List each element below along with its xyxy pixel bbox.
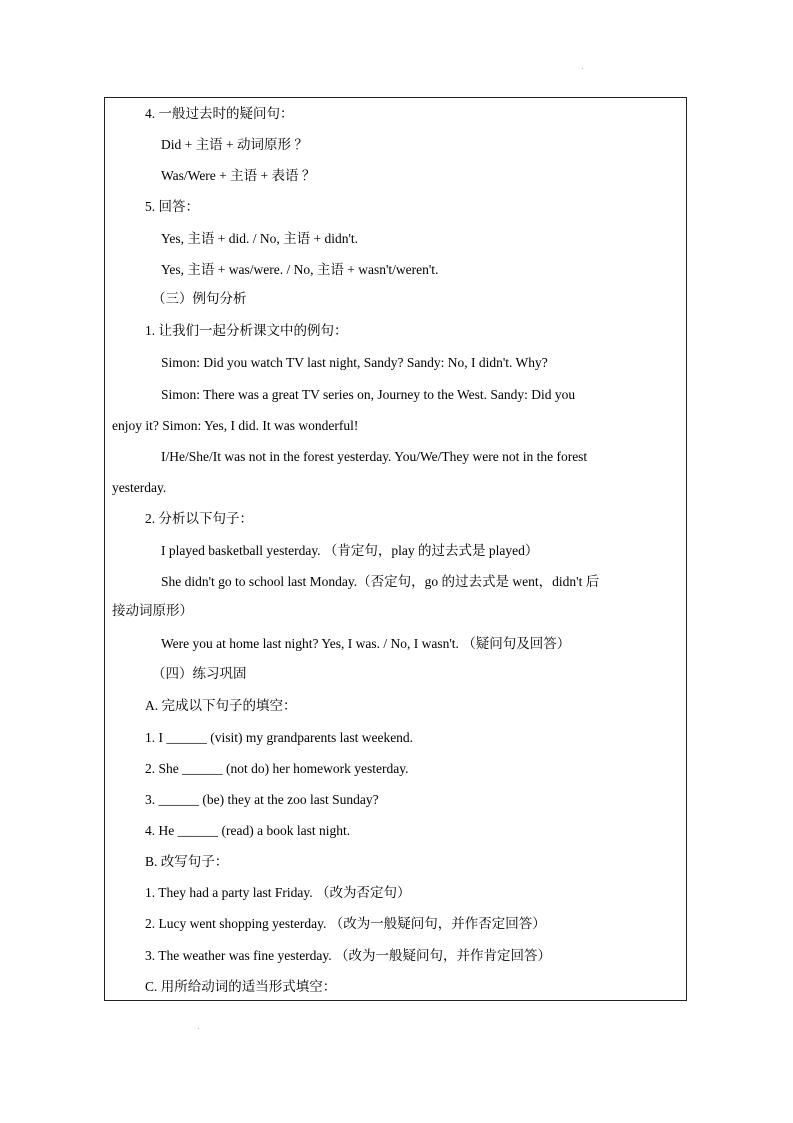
exercise-b-item-3: 3. The weather was fine yesterday. （改为一般疑问句，并作肯定回答）: [145, 948, 552, 963]
example-dialogue-line-1: Simon: Did you watch TV last night, Sandy? Sandy: No, I didn't. Why?: [161, 355, 548, 370]
exercise-a-item-4: 4. He ______ (read) a book last night.: [145, 823, 351, 838]
exercise-a-item-2: 2. She ______ (not do) her homework yesterday.: [145, 761, 409, 776]
page-dot-top: [582, 68, 583, 69]
exercise-b-heading: B. 改写句子：: [145, 854, 229, 869]
answer-was-were-pattern: Yes, 主语 + was/were. / No, 主语 + wasn't/weren't.: [161, 262, 439, 277]
sentence-negative: She didn't go to school last Monday.（否定句，go 的过去式是 went，didn't 后: [161, 574, 600, 589]
heading-analyze-examples: 1. 让我们一起分析课文中的例句：: [145, 323, 348, 338]
section-heading-example-analysis: （三）例句分析: [152, 291, 247, 306]
formula-was-were-question: Was/Were + 主语 + 表语 ？: [161, 168, 316, 183]
sentence-question-answer: Were you at home last night? Yes, I was. / No, I wasn't. （疑问句及回答）: [161, 636, 571, 651]
exercise-a-item-3: 3. ______ (be) they at the zoo last Sunday?: [145, 792, 379, 807]
example-forest-sentence: I/He/She/It was not in the forest yesterday. You/We/They were not in the forest: [161, 449, 588, 464]
heading-answers: 5. 回答：: [145, 199, 199, 214]
answer-did-pattern: Yes, 主语 + did. / No, 主语 + didn't.: [161, 231, 359, 246]
example-forest-sentence-cont: yesterday.: [112, 480, 167, 495]
exercise-c-heading: C. 用所给动词的适当形式填空：: [145, 979, 337, 994]
example-dialogue-line-2: Simon: There was a great TV series on, Journey to the West. Sandy: Did you: [161, 387, 576, 402]
section-heading-practice: （四）练习巩固: [152, 666, 247, 681]
heading-past-tense-questions: 4. 一般过去时的疑问句：: [145, 106, 294, 121]
exercise-b-item-1: 1. They had a party last Friday. （改为否定句）: [145, 885, 411, 900]
exercise-b-item-2: 2. Lucy went shopping yesterday. （改为一般疑问句，并作否定回答）: [145, 916, 546, 931]
heading-analyze-sentences: 2. 分析以下句子：: [145, 511, 253, 526]
formula-did-question: Did + 主语 + 动词原形 ？: [161, 137, 308, 152]
sentence-negative-cont: 接动词原形）: [112, 603, 193, 618]
sentence-affirmative: I played basketball yesterday. （肯定句，play 的过去式是 played）: [161, 543, 539, 558]
example-dialogue-line-2-cont: enjoy it? Simon: Yes, I did. It was wonderful!: [112, 418, 359, 433]
exercise-a-item-1: 1. I ______ (visit) my grandparents last weekend.: [145, 730, 414, 745]
exercise-a-heading: A. 完成以下句子的填空：: [145, 698, 297, 713]
page-dot-bottom: [198, 1028, 199, 1029]
